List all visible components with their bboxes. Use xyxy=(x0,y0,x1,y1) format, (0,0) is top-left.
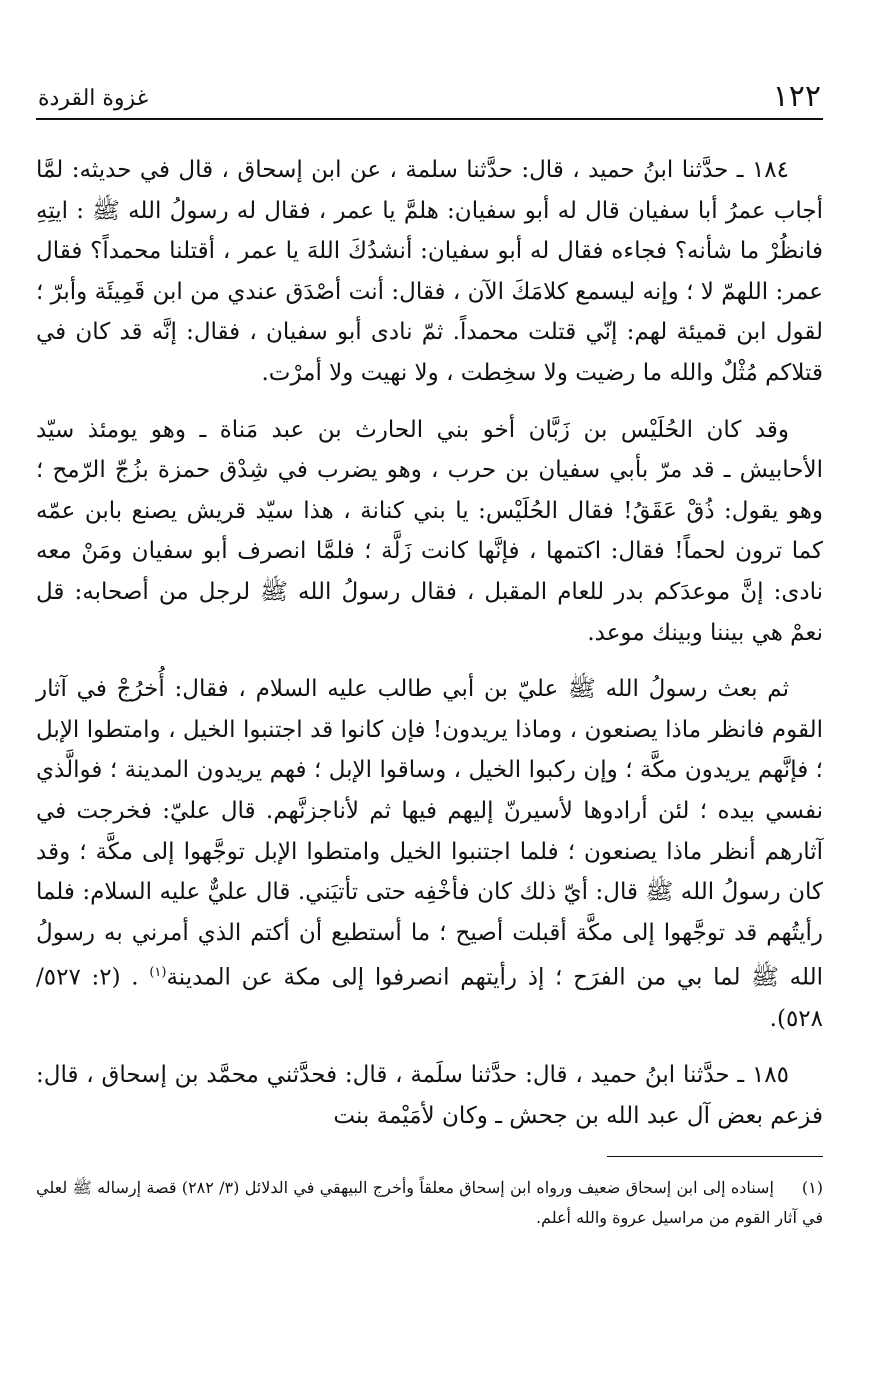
footnote-1 xyxy=(36,1173,823,1233)
footnote-ref-1[interactable]: (١) xyxy=(149,965,167,981)
page-number: ١٢٢ xyxy=(772,79,821,114)
footnote-text: إسناده إلى ابن إسحاق ضعيف ورواه ابن إسحاق معلقاً وأخرج البيهقي في الدلائل (٣/ ٢٨٢) قصة إرساله ﷺ لعلي في آثار القوم من مراسيل عروة والله أعلم. xyxy=(36,1178,823,1228)
book-page xyxy=(36,70,823,1233)
paragraph-185: ١٨٥ ـ حدَّثنا ابنُ حميد ، قال: حدَّثنا سلَمة ، قال: فحدَّثني محمَّد بن إسحاق ، قال: فزعم بعض آل عبد الله بن جحش ـ وكان لأمَيْمة بنت xyxy=(36,1062,823,1129)
main-text xyxy=(36,150,823,1136)
citation: . (٢: ٥٢٧/ ٥٢٨). xyxy=(36,964,823,1032)
paragraph-ali xyxy=(36,669,823,1039)
page-header xyxy=(36,70,823,120)
footnote-marker: (١) xyxy=(801,1178,823,1198)
paragraph-184: ١٨٤ ـ حدَّثنا ابنُ حميد ، قال: حدَّثنا سلمة ، عن ابن إسحاق ، قال في حديثه: لمَّا أجاب عمرُ أبا سفيان قال له أبو سفيان: هلمَّ يا عمر ، فقال له رسولُ الله ﷺ : ايتِهِ فانظُرْ ما شأنه؟ فجاءه فقال له أبو سفيان: أنشدُكَ اللهَ يا عمر ، أقتلنا محمداً؟ فقال عمر: اللهمّ لا ؛ وإنه ليسمع كلامَكَ الآن ، فقال: أنت أصْدَق عندي من ابن قَمِيئَة وأبرّ ؛ لقول ابن قميئة لهم: إنّي قتلت محمداً. ثمّ نادى أبو سفيان ، فقال: إنَّه قد كان في قتلاكم مُثْلٌ والله ما رضيت ولا سخِطت ، ولا نهيت ولا أمرْت. xyxy=(36,157,823,386)
running-title: غزوة القردة xyxy=(38,86,149,111)
footnote-divider xyxy=(607,1156,823,1157)
paragraph-ali-text: ثم بعث رسولُ الله ﷺ عليّ بن أبي طالب عليه السلام ، فقال: أُخرُجْ في آثار القوم فانظر ماذا يصنعون ، وماذا يريدون! فإن كانوا قد اجتنبوا الخيل ، وامتطوا الإبل ؛ فإنَّهم يريدون مكَّة ؛ وإن ركبوا الخيل ، وساقوا الإبل ؛ فهم يريدون المدينة ؛ فوالَّذي نفسي بيده ؛ لئن أرادوها لأسيرنّ إليهم فيها ثم لأناجزنَّهم. قال عليّ: فخرجت في آثارهم أنظر ماذا يصنعون ؛ فلما اجتنبوا الخيل وامتطوا الإبل توجَّهوا إلى مكَّة ؛ وقد كان رسولُ الله ﷺ قال: أيّ ذلك كان فأخْفِه حتى تأتيَني. قال عليٌّ عليه السلام: فلما رأيتُهم قد توجَّهوا إلى مكَّة أقبلت أصيح ؛ ما أستطيع أن أكتم الذي أمرني به رسولُ الله ﷺ لما بي من الفرَح ؛ إذ رأيتهم انصرفوا إلى مكة عن المدينة xyxy=(36,676,823,991)
paragraph-hulays: وقد كان الحُلَيْس بن زَبَّان أخو بني الحارث بن عبد مَناة ـ وهو يومئذ سيّد الأحابيش ـ قد مرّ بأبي سفيان بن حرب ، وهو يضرب في شِدْق حمزة بزُجّ الرّمح ؛ وهو يقول: ذُقْ عَقَقُ! فقال الحُلَيْس: يا بني كنانة ، هذا سيّد قريش يصنع بابن عمّه كما ترون لحماً! فقال: اكتمها ، فإنَّها كانت زَلَّة ؛ فلمَّا انصرف أبو سفيان ومَنْ معه نادى: إنَّ موعدَكم بدر للعام المقبل ، فقال رسولُ الله ﷺ لرجل من أصحابه: قل نعمْ هي بيننا وبينك موعد. xyxy=(36,416,823,646)
